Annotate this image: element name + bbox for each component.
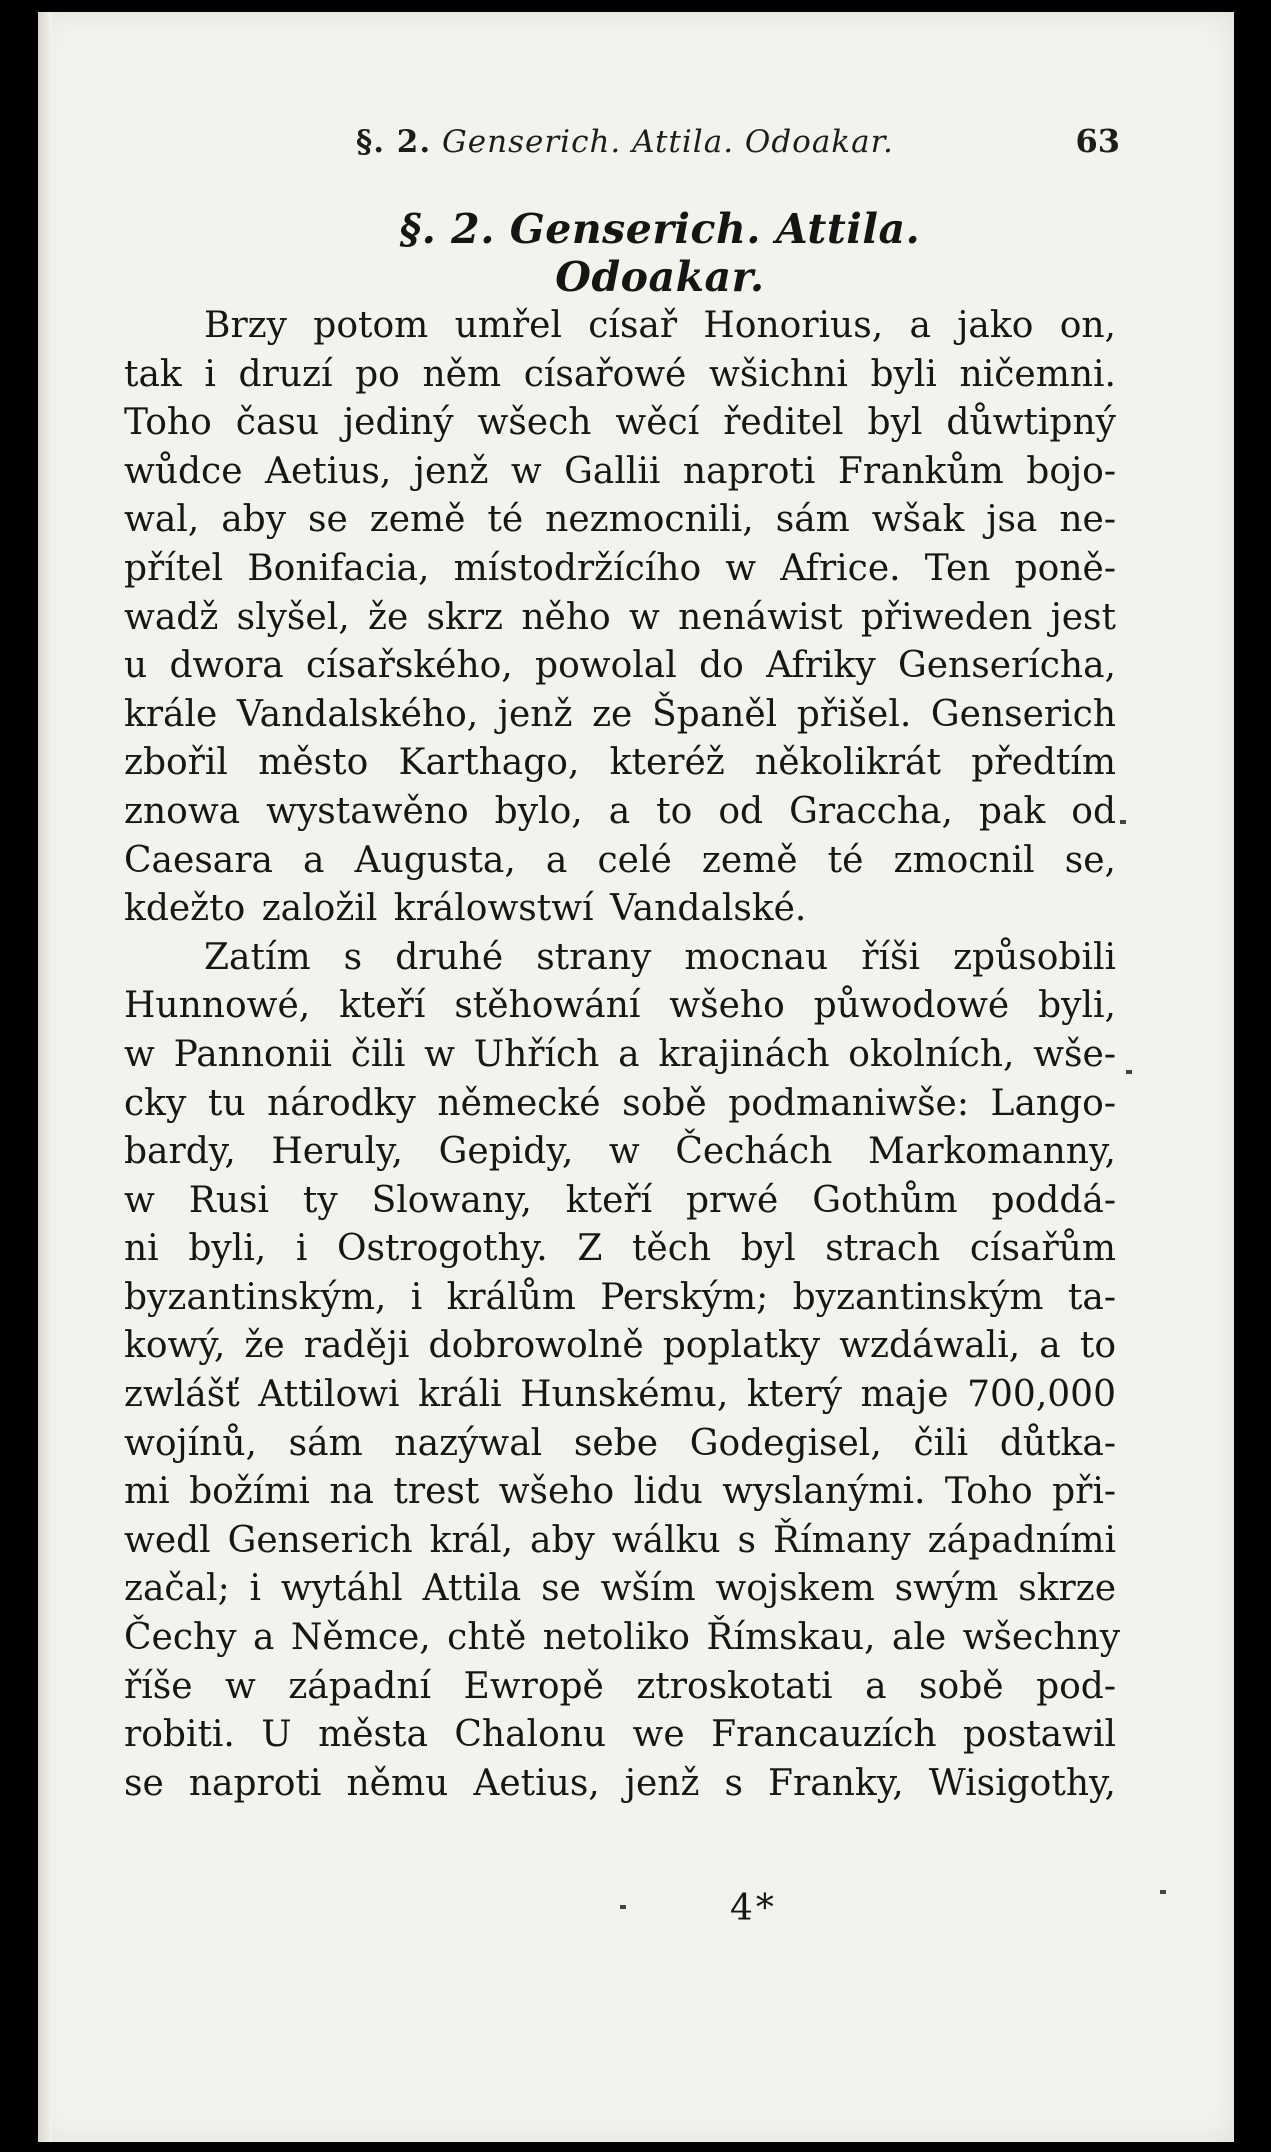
text-line: tak i druzí po něm císařowé wšichni byli ničemni. [124, 353, 1116, 395]
speck [1120, 820, 1126, 824]
text-line: wal, aby se země té nezmocnili, sám wšak jsa ne- [124, 499, 1116, 541]
text-line: w Rusi ty Slowany, kteří prwé Gothům poddá- [124, 1179, 1116, 1221]
text-line: přítel Bonifacia, místodržícího w Africe. Ten poně- [124, 547, 1116, 589]
section-heading: §. 2. Genserich. Attila. Odoakar. [399, 205, 921, 301]
text-line: Hunnowé, kteří stěhowání wšeho půwodowé byli, [124, 985, 1116, 1027]
speck [1160, 1890, 1166, 1894]
text-line: wojínů, sám nazýwal sebe Godegisel, čili důtka- [124, 1422, 1116, 1464]
text-line: začal; i wytáhl Attila se wším wojskem swým skrze [124, 1568, 1116, 1610]
text-line: mi božími na trest wšeho lidu wyslanými. Toho při- [124, 1471, 1116, 1513]
speck [1126, 1070, 1132, 1074]
text-line: u dwora císařského, powolal do Afriky Genserícha, [124, 645, 1116, 687]
text-line: byzantinským, i králům Perským; byzantinským ta- [124, 1276, 1116, 1318]
text-line: robiti. U města Chalonu we Francauzích postawil [124, 1714, 1116, 1756]
text-line: Toho času jediný wšech wěcí ředitel byl důwtipný [124, 402, 1116, 444]
running-title [356, 124, 894, 160]
text-line: w Pannonii čili w Uhřích a krajinách okolních, wše- [124, 1033, 1116, 1075]
running-title-section-mark: §. 2. [356, 124, 432, 160]
text-line: cky tu národky německé sobě podmaniwše: Lango- [124, 1082, 1116, 1124]
text-line: Caesara a Augusta, a celé země té zmocnil se, [124, 839, 1116, 881]
text-line: wůdce Aetius, jenž w Gallii naproti Frankům bojo- [124, 450, 1116, 492]
text-line: zwlášť Attilowi králi Hunskému, který maje 700,000 [124, 1374, 1116, 1416]
signature-mark: 4* [730, 1888, 777, 1929]
text-line: wedl Genserich král, aby wálku s Římany západními [124, 1519, 1116, 1561]
text-line: říše w západní Ewropě ztroskotati a sobě pod- [124, 1665, 1116, 1707]
text-line: ni byli, i Ostrogothy. Z těch byl strach císařům [124, 1228, 1116, 1270]
text-line: kowý, že raději dobrowolně poplatky wzdáwali, a to [124, 1325, 1116, 1367]
text-line: zbořil město Karthago, kteréž několikrát předtím [124, 742, 1116, 784]
text-line: Čechy a Němce, chtě netoliko Římskau, ale wšechny [124, 1617, 1121, 1659]
text-line: krále Vandalského, jenž ze Španěl přišel. Genserich [124, 693, 1116, 735]
body-text [124, 302, 1121, 1808]
page-number: 63 [1075, 122, 1120, 160]
speck [620, 1905, 626, 1909]
text-line: bardy, Heruly, Gepidy, w Čechách Markomanny, [124, 1131, 1116, 1173]
text-line: wadž slyšel, že skrz něho w nenáwist přiweden jest [124, 596, 1116, 638]
text-line: se naproti němu Aetius, jenž s Franky, Wisigothy, [124, 1762, 1116, 1804]
text-line: Zatím s druhé strany mocnau říši způsobili [204, 936, 1116, 978]
text-line: Brzy potom umřel císař Honorius, a jako on, [204, 305, 1116, 346]
running-header [330, 118, 1120, 168]
text-line: kdežto založil králowstwí Vandalské. [124, 888, 807, 930]
text-line: znowa wystawěno bylo, a to od Graccha, pak od [124, 790, 1116, 832]
running-title-text: Genserich. Attila. Odoakar. [442, 124, 894, 160]
page-left-edge [38, 12, 52, 2142]
